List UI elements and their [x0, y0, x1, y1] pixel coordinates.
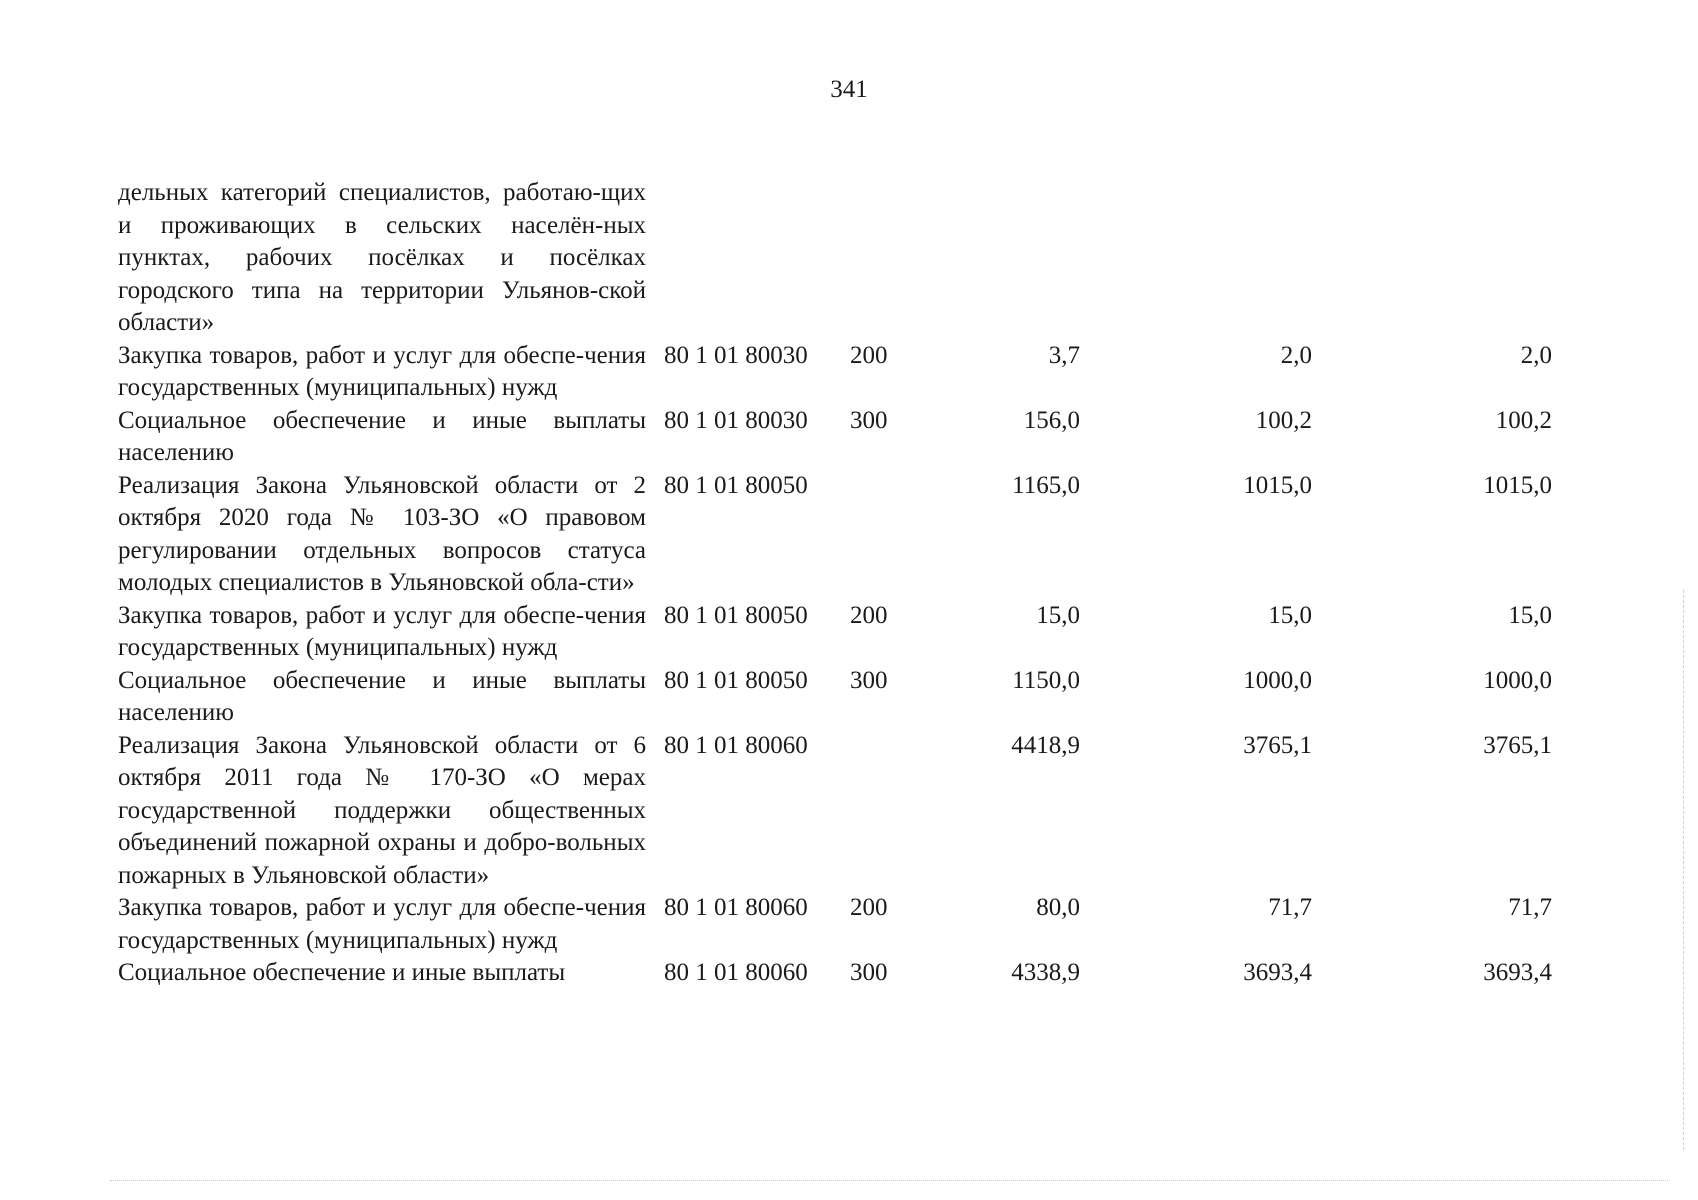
row-value-3: 3693,4: [1483, 959, 1552, 986]
row-value-1: 4418,9: [1011, 731, 1080, 759]
table-row: [118, 177, 1552, 340]
row-description: Закупка товаров, работ и услуг для обеспе-чения государственных (муниципальных) нужд: [118, 341, 646, 401]
row-description: дельных категорий специалистов, работаю-щих и проживающих в сельских населён-ных пунктах, рабочих посёлках и посёлках городского типа на территории Ульянов-ской области»: [118, 179, 646, 336]
scan-dotted-line: [110, 1180, 1670, 1181]
row-value-3: [1312, 177, 1552, 340]
page-number: 341: [830, 76, 868, 103]
row-description: Закупка товаров, работ и услуг для обеспе-чения государственных (муниципальных) нужд: [118, 601, 646, 661]
row-description: Социальное обеспечение и иные выплаты населению: [118, 666, 646, 726]
row-code: 80 1 01 80050: [664, 471, 808, 499]
row-description: Закупка товаров, работ и услуг для обеспе-чения государственных (муниципальных) нужд: [118, 894, 646, 954]
row-code: 80 1 01 80060: [664, 959, 808, 986]
row-expense-type: 300: [850, 666, 888, 694]
row-value-3: 71,7: [1508, 894, 1552, 921]
row-value-1: 1150,0: [1012, 666, 1080, 694]
row-expense-type: 200: [850, 341, 888, 369]
row-value-3: 2,0: [1520, 341, 1552, 369]
row-expense-type: 200: [850, 894, 888, 921]
budget-table: [118, 177, 1552, 990]
row-value-2: 1015,0: [1243, 471, 1312, 499]
row-expense-type: [850, 470, 930, 600]
row-code: 80 1 01 80030: [664, 406, 808, 434]
row-description: Реализация Закона Ульяновской области от 6 октября 2011 года № 170-ЗО «О мерах государственной поддержки общественных объединений пожарной охраны и добро-вольных пожарных в Ульяновской области»: [118, 731, 646, 889]
row-description: Социальное обеспечение и иные выплаты населению: [118, 406, 646, 466]
row-value-2: [1080, 177, 1312, 340]
row-value-2: 3765,1: [1243, 731, 1312, 759]
table-row: [118, 600, 1552, 665]
row-value-3: 15,0: [1508, 601, 1552, 629]
table-row: [118, 470, 1552, 600]
table-row: [118, 957, 1552, 990]
row-value-2: 1000,0: [1243, 666, 1312, 694]
row-value-2: 100,2: [1255, 406, 1312, 434]
row-value-2: 3693,4: [1243, 959, 1312, 986]
row-code: 80 1 01 80050: [664, 601, 808, 629]
row-value-3: 100,2: [1495, 406, 1552, 434]
row-value-1: 15,0: [1036, 601, 1080, 629]
row-expense-type: 200: [850, 601, 888, 629]
row-code: [646, 177, 850, 340]
row-value-3: 1000,0: [1483, 666, 1552, 694]
row-expense-type: [850, 730, 930, 893]
scan-edge-marks: [1683, 590, 1684, 1150]
row-expense-type: 300: [850, 959, 888, 986]
row-code: 80 1 01 80030: [664, 341, 808, 369]
row-value-1: 3,7: [1048, 341, 1080, 369]
row-value-2: 2,0: [1280, 341, 1312, 369]
row-value-1: 4338,9: [1011, 959, 1080, 986]
row-expense-type: [850, 177, 930, 340]
row-value-3: 3765,1: [1483, 731, 1552, 759]
budget-table-body: [118, 177, 1552, 990]
row-code: 80 1 01 80060: [664, 894, 808, 921]
row-value-1: 1165,0: [1012, 471, 1080, 499]
row-value-2: 71,7: [1268, 894, 1312, 921]
table-row: [118, 730, 1552, 893]
row-value-3: 1015,0: [1483, 471, 1552, 499]
table-row: [118, 665, 1552, 730]
row-value-1: 80,0: [1036, 894, 1080, 921]
row-value-2: 15,0: [1268, 601, 1312, 629]
row-code: 80 1 01 80060: [664, 731, 808, 759]
table-row: [118, 405, 1552, 470]
row-description: Реализация Закона Ульяновской области от 2 октября 2020 года № 103-ЗО «О правовом регулировании отдельных вопросов статуса молодых специалистов в Ульяновской обла-сти»: [118, 471, 646, 596]
row-description: Социальное обеспечение и иные выплаты: [118, 959, 566, 986]
row-value-1: 156,0: [1023, 406, 1080, 434]
table-row: [118, 892, 1552, 957]
row-expense-type: 300: [850, 406, 888, 434]
table-row: [118, 340, 1552, 405]
row-code: 80 1 01 80050: [664, 666, 808, 694]
row-value-1: [930, 177, 1080, 340]
